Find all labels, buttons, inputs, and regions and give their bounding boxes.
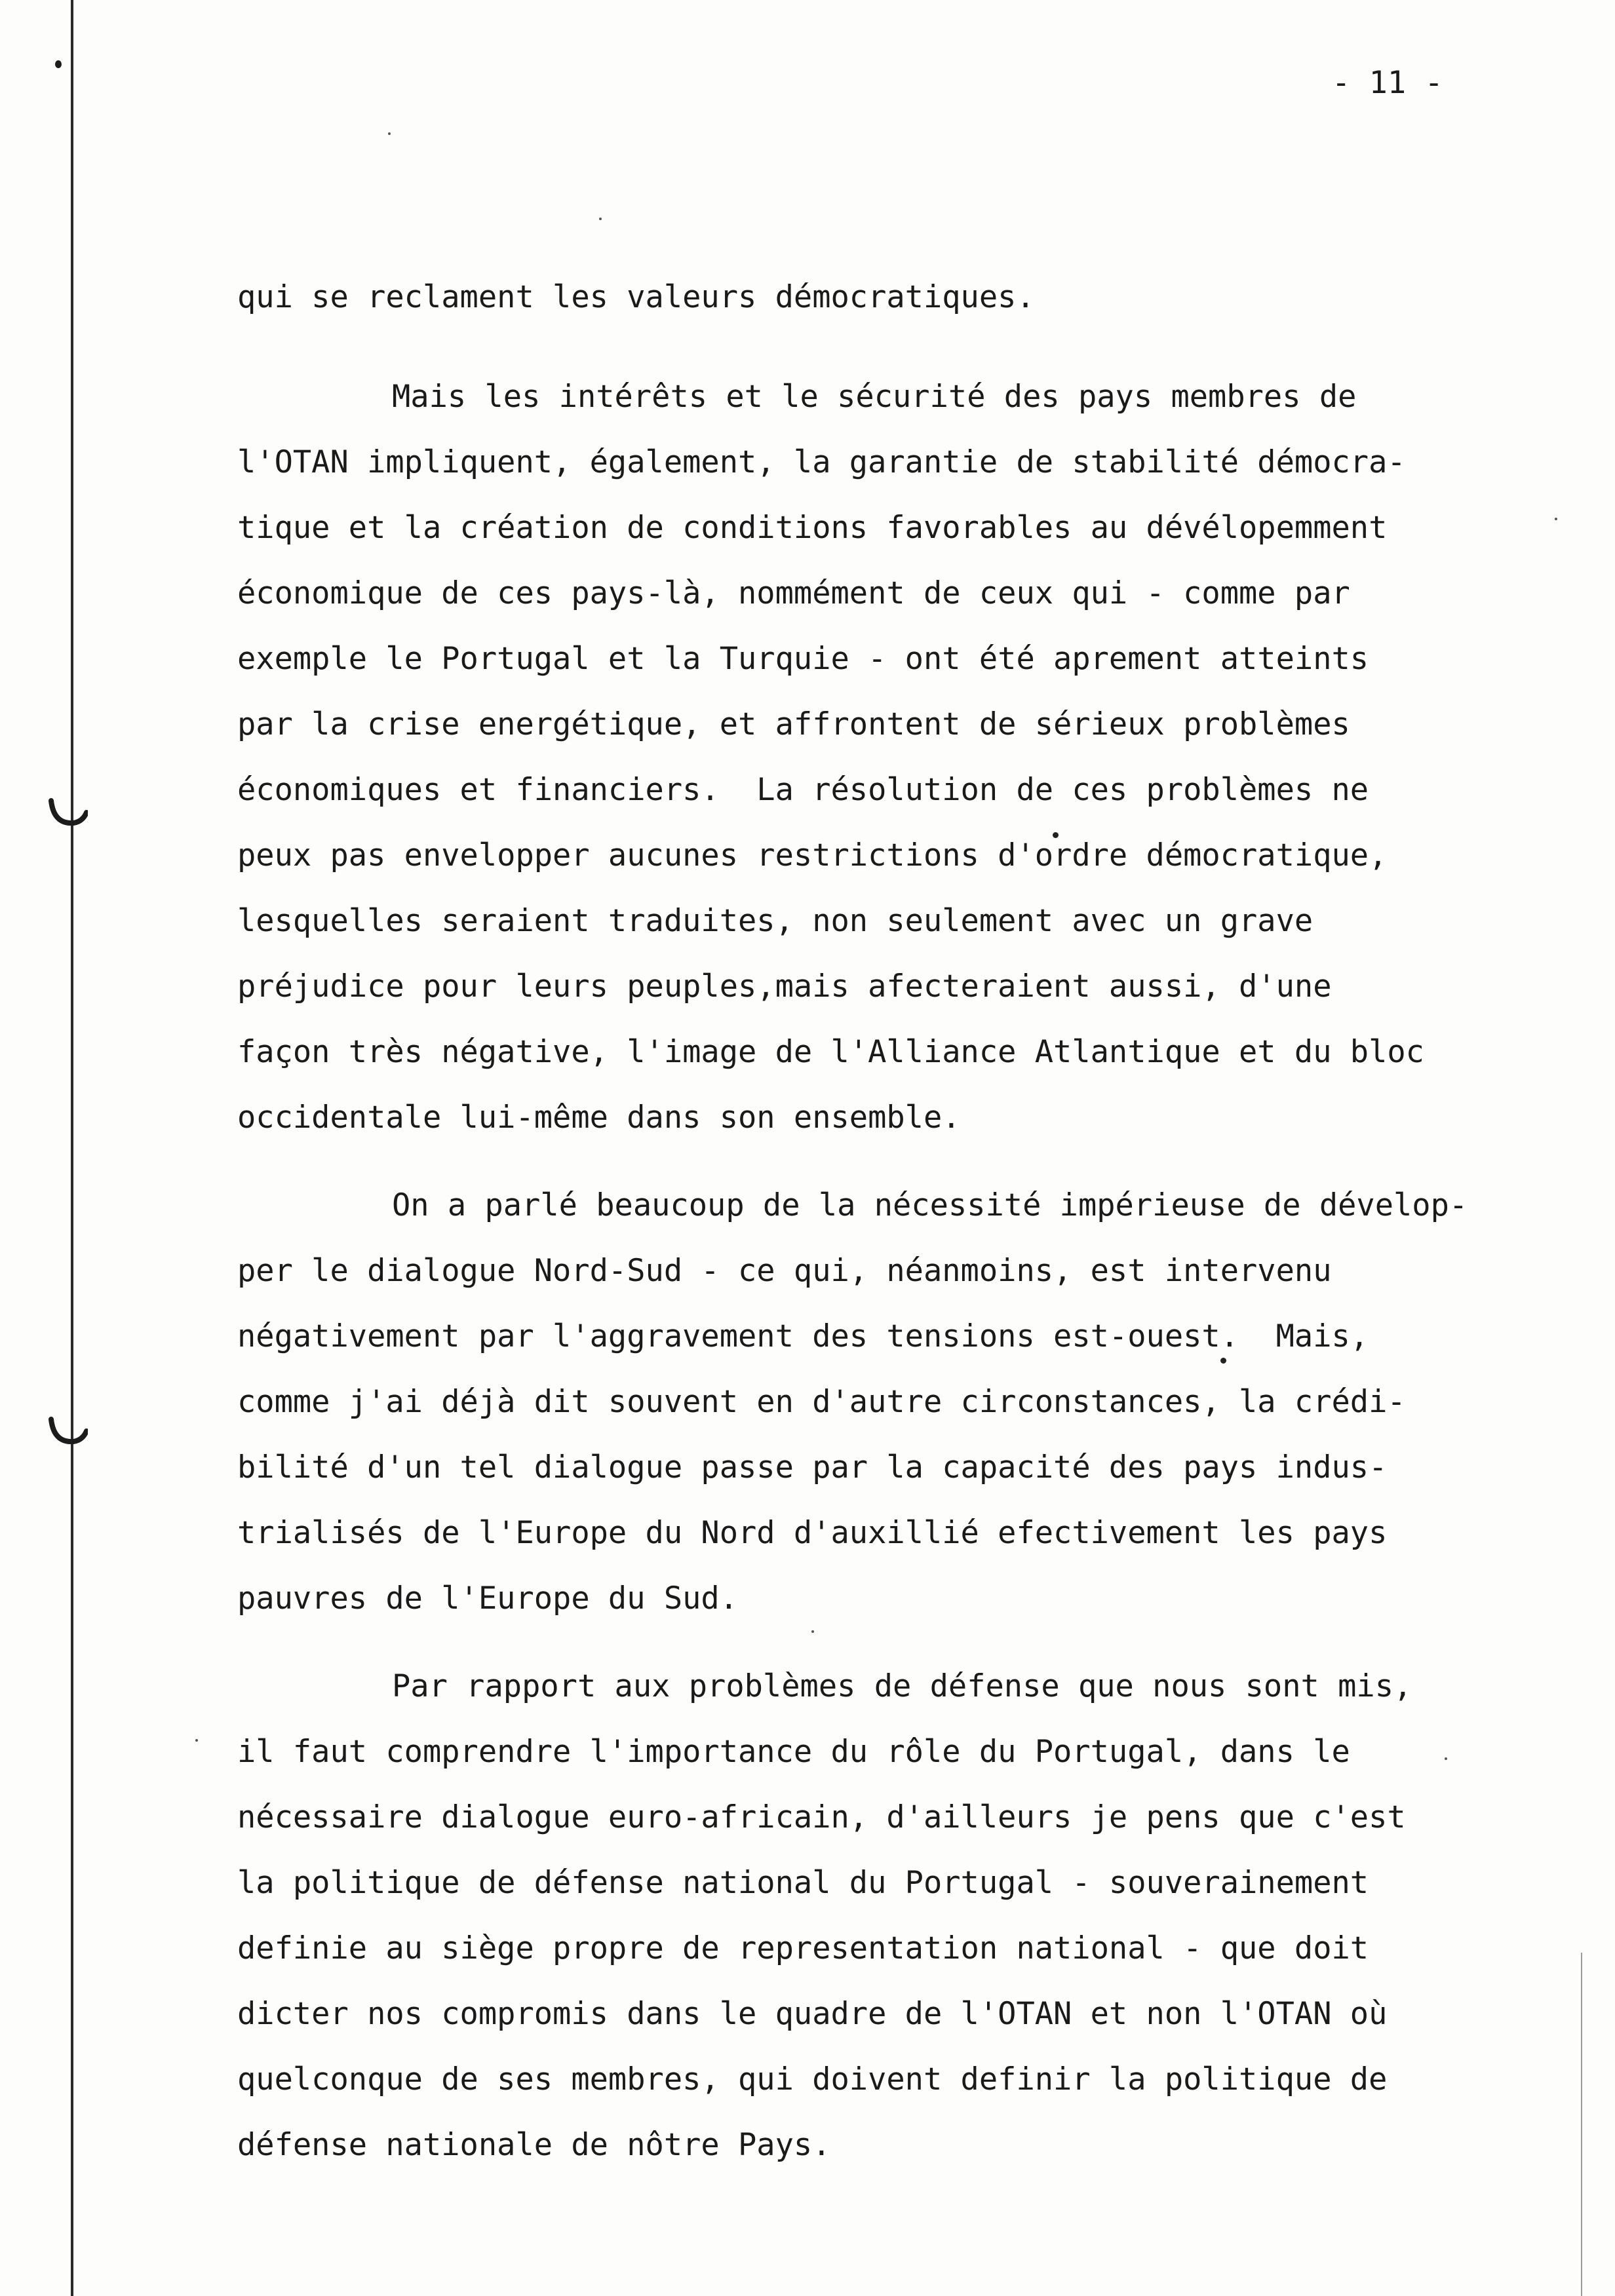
ink-speck (388, 132, 391, 135)
text-line: l'OTAN impliquent, également, la garantie de stabilité démocra- (237, 444, 1406, 480)
text-line: quelconque de ses membres, qui doivent definir la politique de (237, 2061, 1388, 2097)
text-line: pauvres de l'Europe du Sud. (237, 1580, 739, 1617)
text-line: definie au siège propre de representation national - que doit (237, 1930, 1369, 1966)
text-line: il faut comprendre l'importance du rôle du Portugal, dans le (237, 1734, 1350, 1770)
ink-speck (599, 218, 602, 220)
text-line: peux pas envelopper aucunes restrictions d'ordre démocratique, (237, 837, 1388, 873)
page-edge-line (1581, 1953, 1582, 2296)
text-line: façon très négative, l'image de l'Alliance Atlantique et du bloc (237, 1034, 1424, 1070)
text-line: occidentale lui-même dans son ensemble. (237, 1100, 961, 1136)
text-line: trialisés de l'Europe du Nord d'auxillié efectivement les pays (237, 1515, 1388, 1551)
text-line: exemple le Portugal et la Turquie - ont été aprement atteints (237, 641, 1369, 677)
ink-speck (811, 1630, 814, 1633)
ink-speck (55, 60, 62, 68)
text-line: négativement par l'aggravement des tensions est-ouest. Mais, (237, 1318, 1369, 1354)
text-line: par la crise energétique, et affrontent de sérieux problèmes (237, 706, 1350, 742)
text-line: préjudice pour leurs peuples,mais afecteraient aussi, d'une (237, 968, 1332, 1004)
text-line: dicter nos compromis dans le quadre de l'OTAN et non l'OTAN où (237, 1996, 1388, 2032)
ink-speck (195, 1739, 198, 1742)
page-number: - 11 - (1332, 65, 1443, 101)
text-line: lesquelles seraient traduites, non seulement avec un grave (237, 903, 1313, 939)
punch-hole-mark (47, 1417, 88, 1445)
text-line: per le dialogue Nord-Sud - ce qui, néanmoins, est intervenu (237, 1253, 1332, 1289)
text-line: Mais les intérêts et le sécurité des pays membres de (392, 379, 1357, 415)
text-line: Par rapport aux problèmes de défense que nous sont mis, (392, 1668, 1412, 1704)
text-line: On a parlé beaucoup de la nécessité impérieuse de dévelop- (392, 1187, 1468, 1223)
ink-speck (1445, 1757, 1447, 1760)
text-line: comme j'ai déjà dit souvent en d'autre circonstances, la crédi- (237, 1384, 1406, 1420)
text-line: bilité d'un tel dialogue passe par la capacité des pays indus- (237, 1449, 1388, 1485)
text-line: nécessaire dialogue euro-africain, d'ailleurs je pens que c'est (237, 1799, 1406, 1835)
text-line: économique de ces pays-là, nommément de ceux qui - comme par (237, 575, 1350, 611)
punch-hole-mark (47, 798, 88, 827)
text-line: économiques et financiers. La résolution de ces problèmes ne (237, 772, 1369, 808)
ink-speck (1555, 518, 1557, 520)
text-line: qui se reclament les valeurs démocratiques. (237, 279, 1035, 315)
text-line: tique et la création de conditions favorables au dévélopemment (237, 510, 1388, 546)
text-line: la politique de défense national du Portugal - souverainement (237, 1865, 1369, 1901)
text-line: défense nationale de nôtre Pays. (237, 2127, 831, 2163)
margin-rule (71, 0, 73, 2296)
